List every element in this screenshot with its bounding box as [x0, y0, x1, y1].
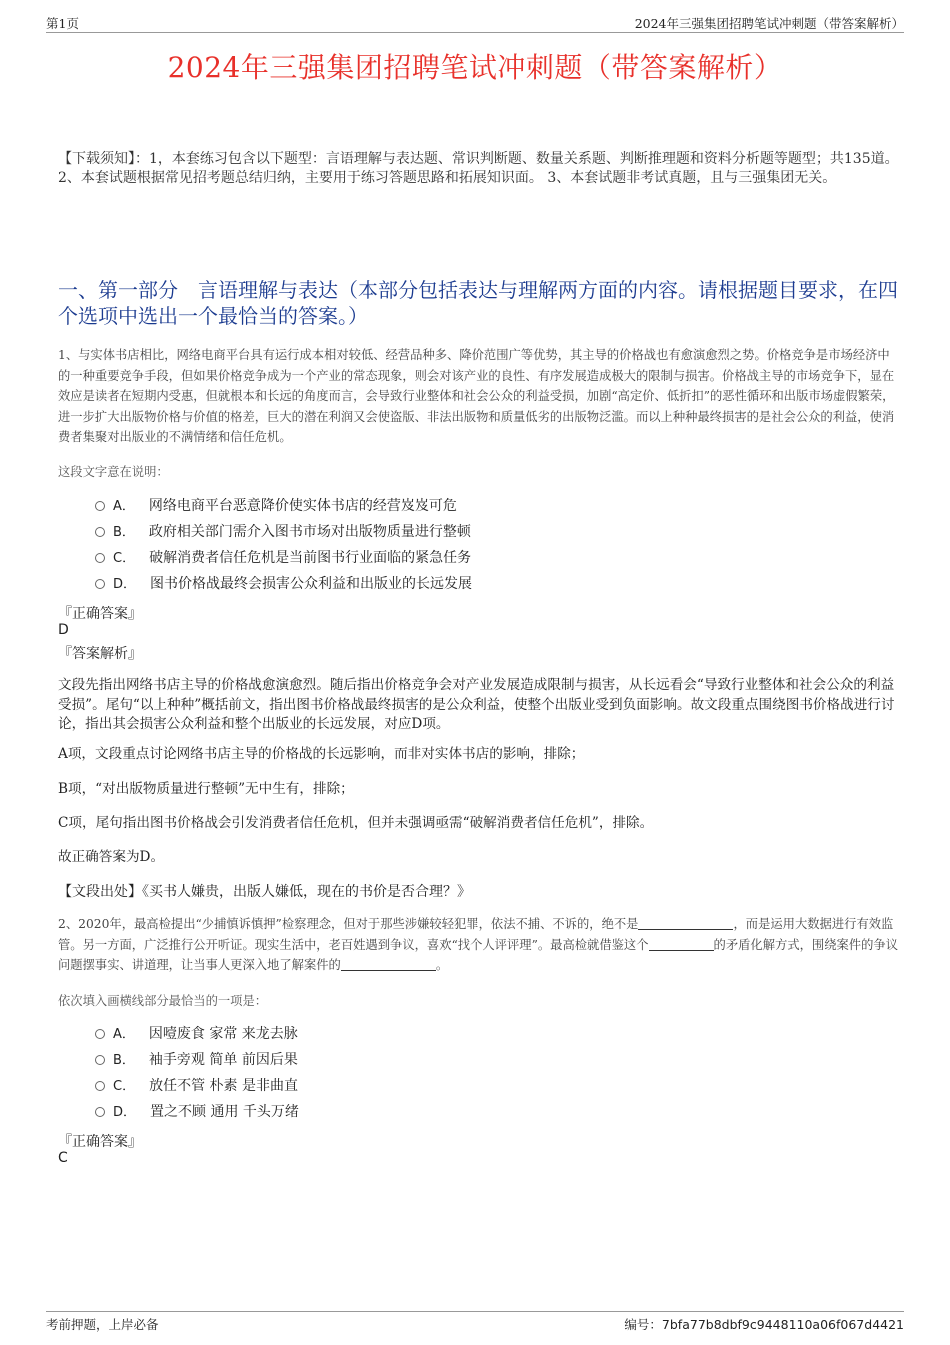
- page-footer: [46, 1311, 904, 1332]
- blank-3: [341, 958, 436, 971]
- blank-1: [638, 917, 733, 930]
- section-heading: 一、第一部分 言语理解与表达（本部分包括表达与理解两方面的内容。请根据题目要求，在四个选项中选出一个最恰当的答案。）: [58, 278, 898, 328]
- question-1-prompt: 这段文字意在说明：: [58, 465, 169, 479]
- radio-icon[interactable]: [95, 527, 105, 537]
- radio-icon[interactable]: [95, 579, 105, 589]
- question-2-answer: C: [58, 1150, 68, 1166]
- question-2-text: 2、2020年，最高检提出“少捕慎诉慎押”检察理念，但对于那些涉嫌较轻犯罪，依法不捕、不诉的，绝不是 ，而是运用大数据进行有效监管。另一方面，广泛推行公开听证。现实生活中，老百姓遇到争议，喜欢“找个人评评理”。最高检就借鉴这个 的矛盾化解方式，围绕案件的争议问题摆事实、讲道理，让当事人更深入地了解案件的 。: [58, 917, 898, 972]
- question-1-answer: D: [58, 622, 69, 638]
- page-number: 第1页: [46, 16, 79, 31]
- question-1-analysis-b: B项，“对出版物质量进行整顿”无中生有，排除；: [58, 781, 354, 797]
- question-1-analysis-conclusion: 故正确答案为D。: [58, 849, 165, 865]
- footer-code: 编号：7bfa77b8dbf9c9448110a06f067d4421: [624, 1317, 904, 1332]
- question-2-prompt: 依次填入画横线部分最恰当的一项是：: [58, 994, 268, 1008]
- question-1-answer-label: 『正确答案』: [58, 606, 142, 622]
- question-2-option-b[interactable]: B． 袖手旁观 简单 前因后果: [95, 1050, 298, 1070]
- question-1-option-b[interactable]: B． 政府相关部门需介入图书市场对出版物质量进行整顿: [95, 522, 471, 542]
- document-title: 2024年三强集团招聘笔试冲刺题（带答案解析）: [167, 51, 783, 84]
- blank-2: [649, 938, 714, 951]
- question-1-source: 【文段出处】《买书人嫌贵，出版人嫌低，现在的书价是否合理？》: [58, 884, 471, 900]
- question-1-text: 1、与实体书店相比，网络电商平台具有运行成本相对较低、经营品种多、降价范围广等优势，其主导的价格战也有愈演愈烈之势。价格竞争是市场经济中的一种重要竞争手段，但如果价格竞争成为一个产业的常态现象，则会对该产业的良性、有序发展造成极大的限制与损害。价格战主导的市场竞争下，显在效应是读者在短期内受惠，但就根本和长远的角度而言，会导致行业整体和社会公众的利益受损，加剧“高定价、低折扣”的恶性循环和出版市场虚假繁荣，进一步扩大出版物价格与价值的格差，巨大的潜在利润又会使盗版、非法出版物和质量低劣的出版物泛滥。而以上种种最终损害的是社会公众的利益，使消费者集聚对出版业的不满情绪和信任危机。: [58, 348, 895, 444]
- download-notice: 【下载须知】：1，本套练习包含以下题型：言语理解与表达题、常识判断题、数量关系题、判断推理题和资料分析题等题型；共135道。 2、本套试题根据常见招考题总结归纳，主要用于练习答题思路和拓展知识面。 3、本套试题非考试真题，且与三强集团无关。: [58, 151, 899, 186]
- radio-icon[interactable]: [95, 1107, 105, 1117]
- radio-icon[interactable]: [95, 501, 105, 511]
- question-1-analysis-main: 文段先指出网络书店主导的价格战愈演愈烈。随后指出价格竞争会对产业发展造成限制与损害，从长远看会“导致行业整体和社会公众的利益受损”。尾句“以上种种”概括前文，指出图书价格战最终损害的是公众利益，使整个出版业受到负面影响。故文段重点围绕图书价格战进行讨论，指出其会损害公众利益和整个出版业的长远发展，对应D项。: [58, 677, 895, 732]
- question-2-option-a[interactable]: A． 因噎废食 家常 来龙去脉: [95, 1024, 298, 1044]
- question-1-option-c[interactable]: C． 破解消费者信任危机是当前图书行业面临的紧急任务: [95, 548, 471, 568]
- question-1-analysis-label: 『答案解析』: [58, 646, 142, 662]
- radio-icon[interactable]: [95, 1029, 105, 1039]
- radio-icon[interactable]: [95, 1055, 105, 1065]
- question-1-analysis-a: A项，文段重点讨论网络书店主导的价格战的长远影响，而非对实体书店的影响，排除；: [58, 746, 585, 762]
- question-2-option-c[interactable]: C． 放任不管 朴素 是非曲直: [95, 1076, 298, 1096]
- question-2-answer-label: 『正确答案』: [58, 1134, 142, 1150]
- header-doc-title: 2024年三强集团招聘笔试冲刺题（带答案解析）: [634, 16, 904, 31]
- footer-slogan: 考前押题，上岸必备: [46, 1317, 159, 1332]
- radio-icon[interactable]: [95, 553, 105, 563]
- question-1-analysis-c: C项，尾句指出图书价格战会引发消费者信任危机，但并未强调亟需“破解消费者信任危机”，排除。: [58, 815, 654, 831]
- question-1-option-d[interactable]: D． 图书价格战最终会损害公众利益和出版业的长远发展: [95, 574, 472, 594]
- question-1-option-a[interactable]: A． 网络电商平台恶意降价使实体书店的经营岌岌可危: [95, 496, 457, 516]
- page-header: [46, 14, 904, 33]
- radio-icon[interactable]: [95, 1081, 105, 1091]
- question-2-option-d[interactable]: D． 置之不顾 通用 千头万绪: [95, 1102, 299, 1122]
